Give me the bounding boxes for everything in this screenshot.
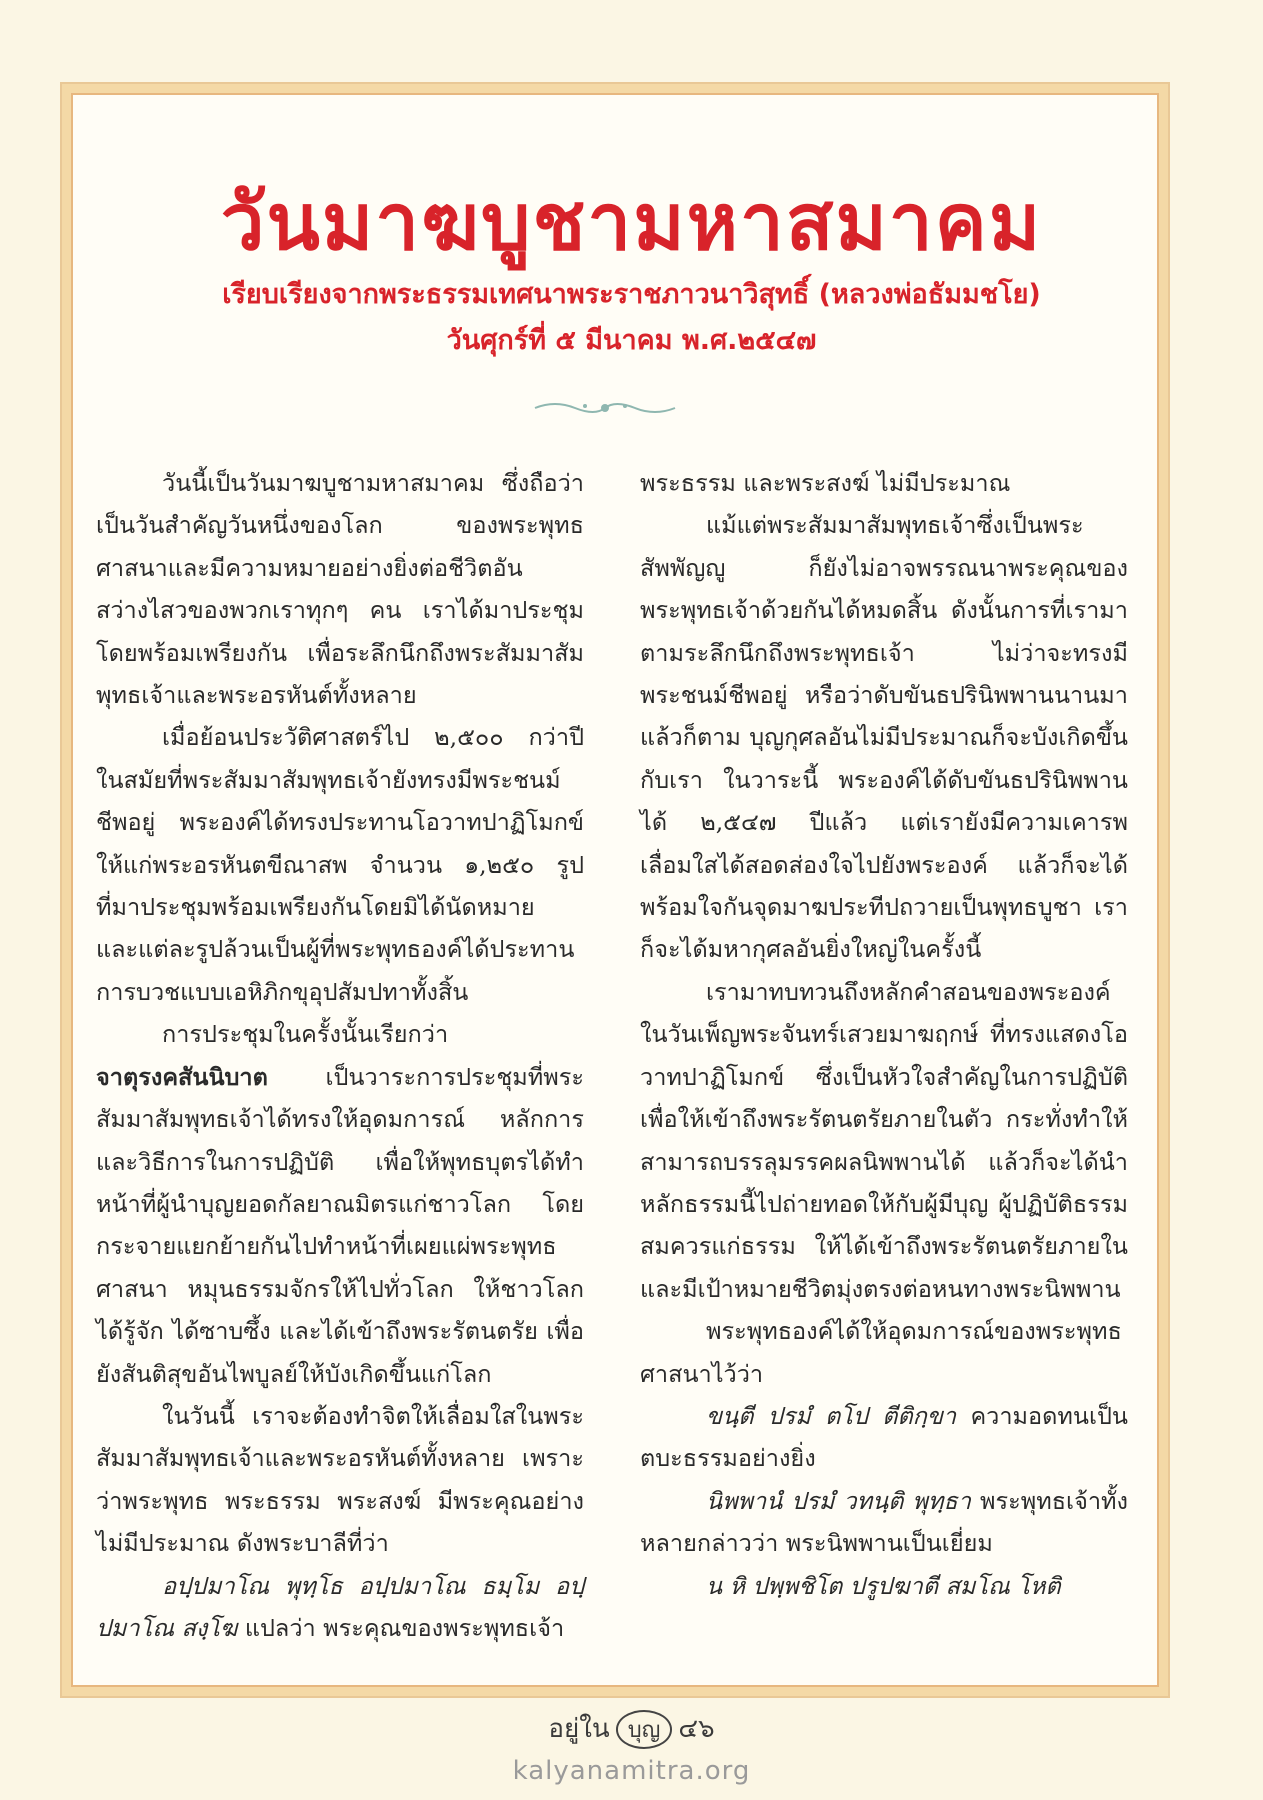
paragraph: พระธรรม และพระสงฆ์ ไม่มีประมาณ (640, 469, 1011, 497)
paragraph-text: ความอดทนเป็นตบะธรรมอย่างยิ่ง (640, 1401, 1128, 1473)
site-watermark: kalyanamitra.org (512, 1756, 751, 1786)
pali-verse: นิพพานํ ปรมํ วทนฺติ พุทฺธา (706, 1486, 971, 1515)
footer-prefix: อยู่ใน (548, 1714, 610, 1744)
footer-logo-mark: บุญ (616, 1710, 673, 1749)
paragraph: เรามาทบทวนถึงหลักคำสอนของพระองค์ในวันเพ็ญพระจันทร์เสวยมาฆฤกษ์ ที่ทรงแสดงโอวาทปาฏิโมกข์ ซึ่งเป็นหัวใจสำคัญในการปฏิบัติเพื่อให้เข้าถึงพระรัตนตรัยภายในตัว กระทั่งทำให้สามารถบรรลุมรรคผลนิพพานได้ แล้วก็จะได้นำหลักธรรมนี้ไปถ่ายทอดให้กับผู้มีบุญ ผู้ปฏิบัติธรรม สมควรแก่ธรรม ให้ได้เข้าถึงพระรัตนตรัยภายใน และมีเป้าหมายชีวิตมุ่งตรงต่อหนทางพระนิพพาน (640, 977, 1128, 1303)
pali-verse: ขนฺตี ปรมํ ตโป ตีติกฺขา (706, 1401, 957, 1430)
paragraph: วันนี้เป็นวันมาฆบูชามหาสมาคม ซึ่งถือว่าเป็นวันสำคัญวันหนึ่งของโลก ของพระพุทธศาสนาและมีความหมายอย่างยิ่งต่อชีวิตอันสว่างไสวของพวกเราทุกๆ คน เราได้มาประชุมโดยพร้อมเพรียงกัน เพื่อระลึกนึกถึงพระสัมมาสัมพุทธเจ้าและพระอรหันต์ทั้งหลาย (96, 469, 584, 710)
paragraph-text: แปลว่า พระคุณของพระพุทธเจ้า (237, 1613, 565, 1642)
page-number: ๔๖ (678, 1714, 715, 1744)
bold-term: จาตุรงคสันนิบาต (96, 1062, 268, 1091)
paragraph: เมื่อย้อนประวัติศาสตร์ไป ๒,๕๐๐ กว่าปี ในสมัยที่พระสัมมาสัมพุทธเจ้ายังทรงมีพระชนม์ชีพอยู่ พระองค์ได้ทรงประทานโอวาทปาฏิโมกข์ให้แก่พระอรหันตขีณาสพ จำนวน ๑,๒๕๐ รูป ที่มาประชุมพร้อมเพรียงกันโดยมิได้นัดหมาย และแต่ละรูปล้วนเป็นผู้ที่พระพุทธองค์ได้ประทานการบวชแบบเอหิภิกขุอุปสัมปทาทั้งสิ้น (96, 723, 584, 1006)
ornament-divider (530, 398, 680, 418)
paragraph (640, 1395, 1128, 1480)
paragraph (640, 1565, 1128, 1607)
article-subtitle (0, 272, 1263, 364)
article-title: วันมาฆบูชามหาสมาคม (220, 178, 1043, 268)
subtitle-source: เรียบเรียงจากพระธรรมเทศนาพระราชภาวนาวิสุทธิ์ (หลวงพ่อธัมมชโย) (222, 279, 1041, 310)
paragraph (96, 1013, 584, 1395)
pali-verse: อปฺปมาโณ พุทฺโธ อปฺปมาโณ ธมฺโม อปฺปมาโณ สงฺโฆ (96, 1571, 584, 1642)
pali-verse: น หิ ปพฺพชิโต ปรูปฆาตี สมโณ โหติ (706, 1571, 1061, 1600)
paragraph: ในวันนี้ เราจะต้องทำจิตให้เลื่อมใสในพระสัมมาสัมพุทธเจ้าและพระอรหันต์ทั้งหลาย เพราะว่าพระพุทธ พระธรรม พระสงฆ์ มีพระคุณอย่างไม่มีประมาณ ดังพระบาลีที่ว่า (96, 1401, 584, 1558)
paragraph: พระพุทธองค์ได้ให้อุดมการณ์ของพระพุทธศาสนาไว้ว่า (640, 1317, 1122, 1388)
right-column (640, 462, 1128, 1607)
paragraph-text: เป็นวาระการประชุมที่พระสัมมาสัมพุทธเจ้าได้ทรงให้อุดมการณ์ หลักการ และวิธีการในการปฏิบัติ เพื่อให้พุทธบุตรได้ทำหน้าที่ผู้นำบุญยอดกัลยาณมิตรแก่ชาวโลก โดยกระจายแยกย้ายกันไปทำหน้าที่เผยแผ่พระพุทธศาสนา หมุนธรรมจักรให้ไปทั่วโลก ให้ชาวโลกได้รู้จัก ได้ซาบซึ้ง และได้เข้าถึงพระรัตนตรัย เพื่อยังสันติสุขอันไพบูลย์ให้บังเกิดขึ้นแก่โลก (96, 1062, 584, 1388)
paragraph-text: การประชุมในครั้งนั้นเรียกว่า (162, 1020, 449, 1049)
paragraph (96, 1565, 584, 1650)
left-column (96, 462, 584, 1649)
paragraph (640, 1480, 1128, 1565)
page-footer (0, 1708, 1263, 1749)
subtitle-date: วันศุกร์ที่ ๕ มีนาคม พ.ศ.๒๕๔๗ (446, 325, 817, 356)
paragraph: แม้แต่พระสัมมาสัมพุทธเจ้าซึ่งเป็นพระสัพพัญญู ก็ยังไม่อาจพรรณนาพระคุณของพระพุทธเจ้าด้วยกันได้หมดสิ้น ดังนั้นการที่เรามาตามระลึกนึกถึงพระพุทธเจ้า ไม่ว่าจะทรงมีพระชนม์ชีพอยู่ หรือว่าดับขันธปรินิพพานนานมาแล้วก็ตาม บุญกุศลอันไม่มีประมาณก็จะบังเกิดขึ้นกับเรา ในวาระนี้ พระองค์ได้ดับขันธปรินิพพานได้ ๒,๕๔๗ ปีแล้ว แต่เรายังมีความเคารพเลื่อมใสได้สอดส่องใจไปยังพระองค์ แล้วก็จะได้พร้อมใจกันจุดมาฆประทีปถวายเป็นพุทธบูชา เราก็จะได้มหากุศลอันยิ่งใหญ่ในครั้งนี้ (640, 511, 1128, 964)
paragraph-text: พระพุทธเจ้าทั้งหลายกล่าวว่า พระนิพพานเป็นเยี่ยม (640, 1486, 1129, 1558)
